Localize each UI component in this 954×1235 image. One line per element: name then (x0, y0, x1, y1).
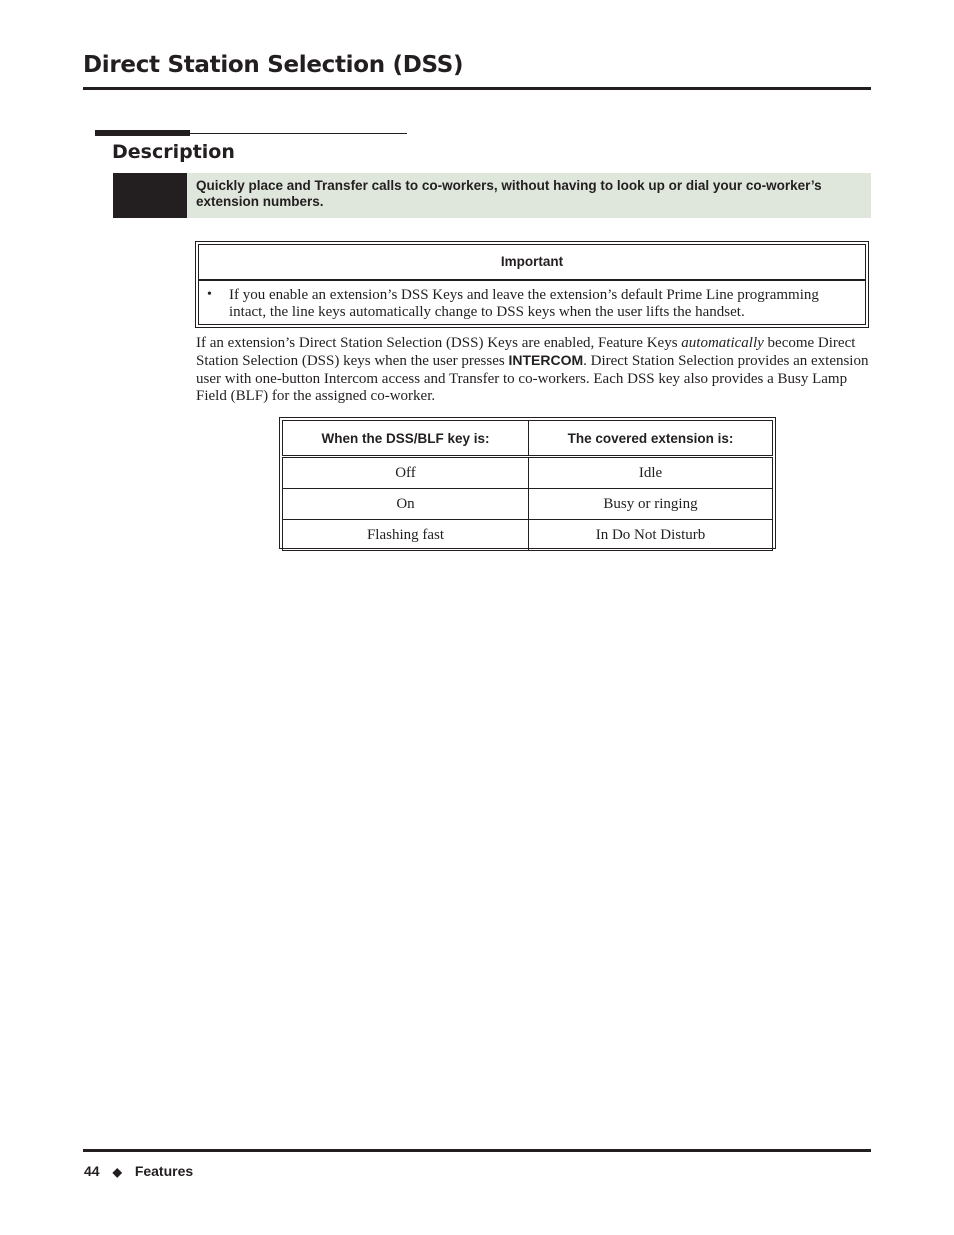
section-marker-thin (95, 133, 407, 134)
table-header-row (283, 421, 773, 457)
page-number: 44 (84, 1163, 100, 1179)
body-paragraph (196, 335, 872, 405)
diamond-icon: ◆ (112, 1165, 122, 1179)
important-heading: Important (198, 244, 866, 280)
body-text-1: If an extension’s Direct Station Selection (DSS) Keys are enabled, Feature Keys (196, 335, 682, 351)
table-cell: Flashing fast (283, 520, 529, 551)
footer-section: Features (134, 1163, 194, 1179)
table-row (283, 457, 773, 489)
table-header-extension: The covered extension is: (529, 421, 773, 457)
summary-block (113, 173, 187, 218)
table-header-key: When the DSS/BLF key is: (283, 421, 529, 457)
page-title: Direct Station Selection (DSS) (83, 52, 464, 78)
table-row (283, 520, 773, 551)
important-text: If you enable an extension’s DSS Keys and leave the extension’s default Prime Line programming intact, the line keys automatically change to DSS keys when the user lifts the handset. (229, 287, 819, 320)
table-cell: In Do Not Disturb (529, 520, 773, 551)
intercom-keyword: INTERCOM (508, 352, 584, 369)
table-cell: Busy or ringing (529, 489, 773, 520)
table-cell: Idle (529, 457, 773, 489)
footer-rule (83, 1149, 871, 1152)
body-emphasis: automatically (681, 335, 764, 351)
page-footer (84, 1163, 193, 1179)
important-body (198, 280, 866, 325)
body-text-3: . Direct Station Selection provides an extension user with one-button Intercom access and Transfer to co-workers. Each DSS key also provides a Busy Lamp Field (BLF) for the assigned co-worker. (196, 353, 869, 404)
table-cell: Off (283, 457, 529, 489)
table-cell: On (283, 489, 529, 520)
summary-box (113, 173, 871, 218)
table-row (283, 489, 773, 520)
bullet: • (207, 287, 212, 302)
header-rule (83, 87, 871, 90)
body-text-2: become Direct Station Selection (DSS) keys when the user presses (196, 335, 856, 370)
important-note (195, 241, 869, 328)
summary-text: Quickly place and Transfer calls to co-workers, without having to look up or dial your co-worker’s extension numbers. (196, 178, 822, 209)
section-heading: Description (112, 141, 235, 163)
blf-table (279, 417, 776, 549)
